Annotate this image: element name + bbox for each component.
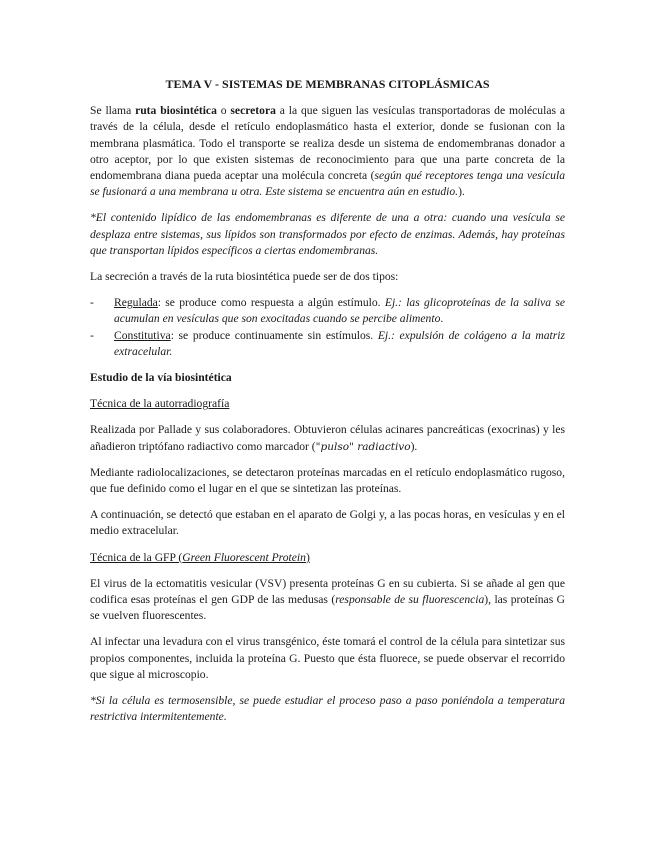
intro-paragraph — [90, 103, 565, 200]
document-page — [90, 76, 565, 736]
term-ruta-biosintetica: ruta biosintética — [135, 104, 217, 118]
list-item — [90, 295, 565, 327]
pulse-term: "pulso" radiactivo — [315, 440, 411, 453]
vsv-text: El virus de la ectomatitis vesicular (VSV) presenta proteínas G en su cubierta. Si se añade al gen que codifica esas proteínas el gen GDP de las medusas ( — [90, 576, 565, 607]
pallade-text: ). — [410, 439, 418, 453]
term-secretora: secretora — [230, 104, 276, 118]
subheading-autoradiography: Técnica de la autorradiografía — [90, 397, 230, 411]
list-term: Regulada — [114, 296, 158, 310]
list-item — [90, 328, 565, 360]
list-example: Ej.: expulsión de colágeno a la matriz extracelular. — [114, 328, 566, 358]
pallade-text: Realizada por Pallade y sus colaboradores. Obtuvieron células acinares pancreáticas (exocrinas) y les añadieron triptófano radiactivo como marcador ( — [90, 423, 565, 453]
section-heading: Estudio de la vía biosintética — [90, 371, 232, 385]
intro-text: ). — [458, 185, 465, 199]
radiolocalization-paragraph: Mediante radiolocalizaciones, se detectaron proteínas marcadas en el retículo endoplasmático rugoso, que fue definido como el lugar en el que se sintetizan las proteínas. — [90, 465, 565, 496]
gfp-heading-text: Técnica de la GFP ( — [90, 550, 183, 564]
gfp-full-name: Green Fluorescent Protein — [182, 550, 306, 564]
list-term: Constitutiva — [114, 328, 171, 342]
pallade-paragraph — [90, 422, 565, 454]
secretion-intro: La secreción a través de la ruta biosintética puede ser de dos tipos: — [90, 270, 399, 284]
intro-aside: según qué receptores tenga una vesícula se fusionará a una membrana u otra. Este sistema se encuentra aún en estudio. — [90, 169, 565, 199]
vsv-paragraph — [90, 576, 565, 625]
list-dash: - — [90, 296, 94, 310]
list-text: : se produce como respuesta a algún estímulo. — [157, 296, 385, 310]
golgi-paragraph: A continuación, se detectó que estaban en el aparato de Golgi y, a las pocas horas, en vesículas y en el medio extracelular. — [90, 508, 565, 538]
list-dash: - — [90, 328, 94, 342]
thermosensitive-note: *Si la célula es termosensible, se puede estudiar el proceso paso a paso poniéndola a temperatura restrictiva intermitentemente. — [90, 694, 565, 724]
vsv-aside: responsable de su fluorescencia — [335, 593, 485, 607]
list-text: : se produce continuamente sin estímulos. — [170, 328, 378, 342]
secretion-types-list — [90, 295, 565, 360]
vsv-text: ), las proteínas G se vuelven fluorescentes. — [90, 593, 565, 623]
subheading-gfp — [90, 550, 565, 566]
page-title: TEMA V - SISTEMAS DE MEMBRANAS CITOPLÁSMICAS — [165, 77, 490, 91]
intro-text: Se llama — [90, 104, 136, 118]
intro-text: o — [216, 104, 231, 118]
list-example: Ej.: las glicoproteínas de la saliva se acumulan en vesículas que son exocitadas cuando se percibe alimento — [114, 296, 565, 326]
intro-text: a la que siguen las vesículas transportadoras de moléculas a través de la célula, desde el retículo endoplasmático hasta el exterior, donde se fusionan con la membrana plasmática. Todo el transporte se realiza desde un sistema de endomembranas donador a otro aceptor, por lo que existen sistemas de reconocimiento para que una parte concreta de la endomembrana diana pueda aceptar una molécula concreta ( — [90, 104, 565, 183]
yeast-paragraph: Al infectar una levadura con el virus transgénico, éste tomará el control de la célula para sintetizar sus propios componentes, incluida la proteína G. Puesto que ésta fluorece, se puede observar el recorrido que sigue al microscopio. — [90, 635, 565, 681]
gfp-heading-text: ) — [305, 550, 310, 564]
lipid-note: *El contenido lipídico de las endomembranas es diferente de una a otra: cuando una vesícula se desplaza entre sistemas, sus lípidos son transformados por efecto de enzimas. Además, hay proteínas que transportan lípidos específicos a ciertas endomembranas. — [90, 211, 565, 257]
list-end: . — [440, 312, 444, 326]
